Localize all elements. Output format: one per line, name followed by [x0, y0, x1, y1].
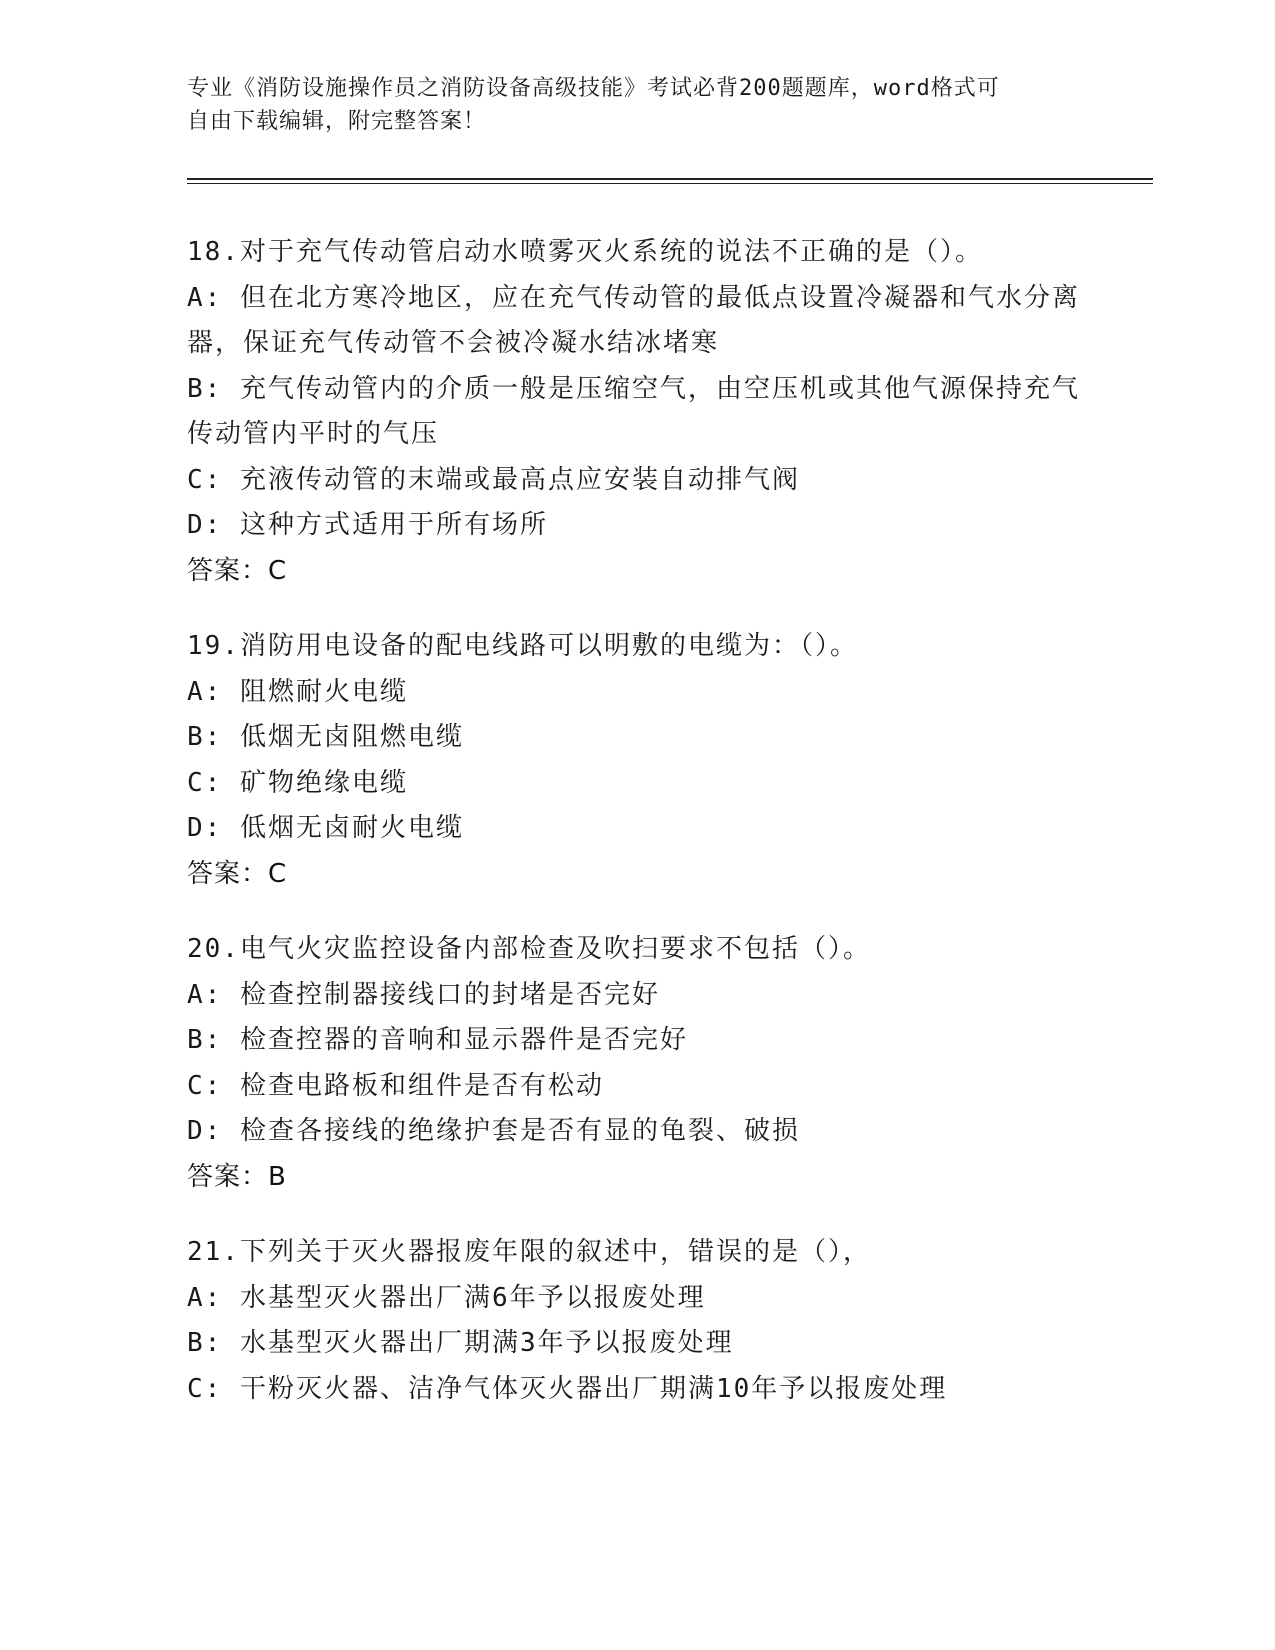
- header-divider-thin: [187, 183, 1153, 184]
- answer-label: 答案：B: [187, 1161, 287, 1192]
- option-a: A: 阻燃耐火电缆: [187, 676, 408, 707]
- question-stem: 21.下列关于灭火器报废年限的叙述中，错误的是（），: [187, 1237, 871, 1267]
- question-stem: 19.消防用电设备的配电线路可以明敷的电缆为：（）。: [187, 631, 858, 661]
- answer-label: 答案：C: [187, 555, 288, 586]
- option-b: B: 水基型灭火器出厂期满3年予以报废处理: [187, 1328, 734, 1358]
- option-b: B: 充气传动管内的介质一般是压缩空气，由空压机或其他气源保持充气传动管内平时的气压: [187, 373, 1080, 449]
- option-c: C: 充液传动管的末端或最高点应安装自动排气阀: [187, 464, 800, 495]
- option-c: C: 干粉灭火器、洁净气体灭火器出厂期满10年予以报废处理: [187, 1373, 948, 1404]
- option-d: D: 这种方式适用于所有场所: [187, 510, 548, 540]
- option-a: A: 但在北方寒冷地区，应在充气传动管的最低点设置冷凝器和气水分离器，保证充气传动管不会被冷凝水结冰堵寒: [187, 282, 1080, 358]
- question-19: [187, 624, 1087, 897]
- option-a: A: 水基型灭火器出厂满6年予以报废处理: [187, 1282, 706, 1313]
- document-header: [187, 72, 1087, 138]
- option-a: A: 检查控制器接线口的封堵是否完好: [187, 979, 660, 1010]
- option-d: D: 检查各接线的绝缘护套是否有显的龟裂、破损: [187, 1116, 800, 1146]
- header-line-1: 专业《消防设施操作员之消防设备高级技能》考试必背200题题库，word格式可: [187, 76, 1000, 101]
- question-stem: 20.电气火灾监控设备内部检查及吹扫要求不包括（）。: [187, 934, 871, 964]
- option-b: B: 低烟无卤阻燃电缆: [187, 722, 464, 752]
- question-list: [187, 230, 1087, 1442]
- option-c: C: 检查电路板和组件是否有松动: [187, 1070, 604, 1101]
- question-stem: 18.对于充气传动管启动水喷雾灭火系统的说法不正确的是（）。: [187, 237, 983, 267]
- question-20: [187, 927, 1087, 1200]
- option-b: B: 检查控器的音响和显示器件是否完好: [187, 1025, 688, 1055]
- header-line-2: 自由下载编辑，附完整答案！: [187, 109, 487, 134]
- question-18: [187, 230, 1087, 594]
- header-divider-thick: [187, 178, 1153, 180]
- option-d: D: 低烟无卤耐火电缆: [187, 813, 464, 843]
- option-c: C: 矿物绝缘电缆: [187, 767, 408, 798]
- answer-label: 答案：C: [187, 858, 288, 889]
- question-21: [187, 1230, 1087, 1412]
